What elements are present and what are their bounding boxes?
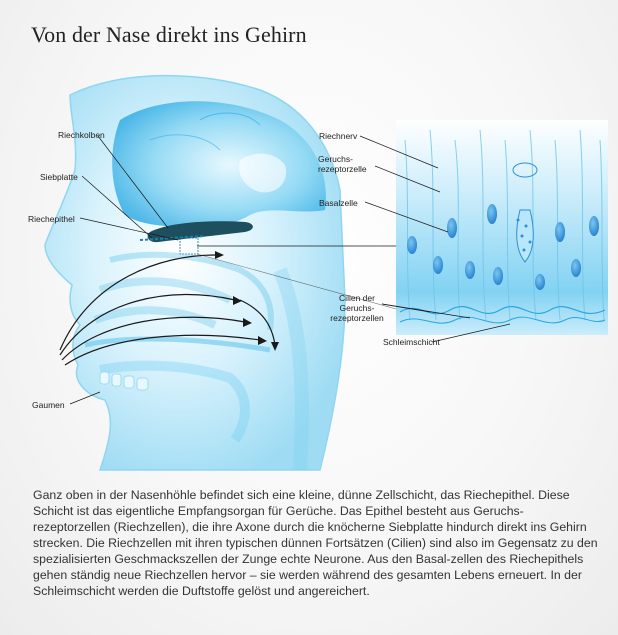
label-riechepithel: Riechepithel [28, 214, 75, 224]
label-gaumen: Gaumen [32, 400, 65, 410]
page-title: Von der Nase direkt ins Gehirn [31, 22, 307, 47]
label-siebplatte: Siebplatte [40, 172, 78, 182]
label-cilien-3: rezeptorzellen [330, 313, 384, 323]
label-basalzelle: Basalzelle [319, 198, 358, 208]
label-cilien-1: Cilien der [339, 293, 375, 303]
label-cilien-2: Geruchs- [339, 303, 375, 313]
label-riechkolben: Riechkolben [58, 130, 105, 140]
label-schleimschicht: Schleimschicht [383, 337, 440, 347]
epithelium-panel [396, 120, 608, 335]
description-paragraph: Ganz oben in der Nasenhöhle befindet sich eine kleine, dünne Zellschicht, das Riechepithel. Diese Schicht ist das eigentliche Empfangsorgan für Gerüche. Das Epithel besteht aus Geruchs-rezeptorzellen (Riechzellen), die ihre Axone durch die knöcherne Siebplatte hindurch direkt ins Gehirn strecken. Die Riechzellen mit ihren typischen dünnen Fortsätzen (Cilien) sind also im Gegensatz zu den spezialisierten Geschmackszellen der Zunge echte Neurone. Aus den Basal-zellen des Riechepithels gehen ständig neue Riechzellen hervor – sie werden während des gesamten Lebens erneuert. In der Schleimschicht werden die Duftstoffe gelöst und angereichert. [33, 488, 598, 598]
label-geruchsrezeptorzelle-1: Geruchs- [318, 154, 353, 164]
label-riechnerv: Riechnerv [319, 131, 358, 141]
label-geruchsrezeptorzelle-2: rezeptorzelle [318, 164, 367, 174]
